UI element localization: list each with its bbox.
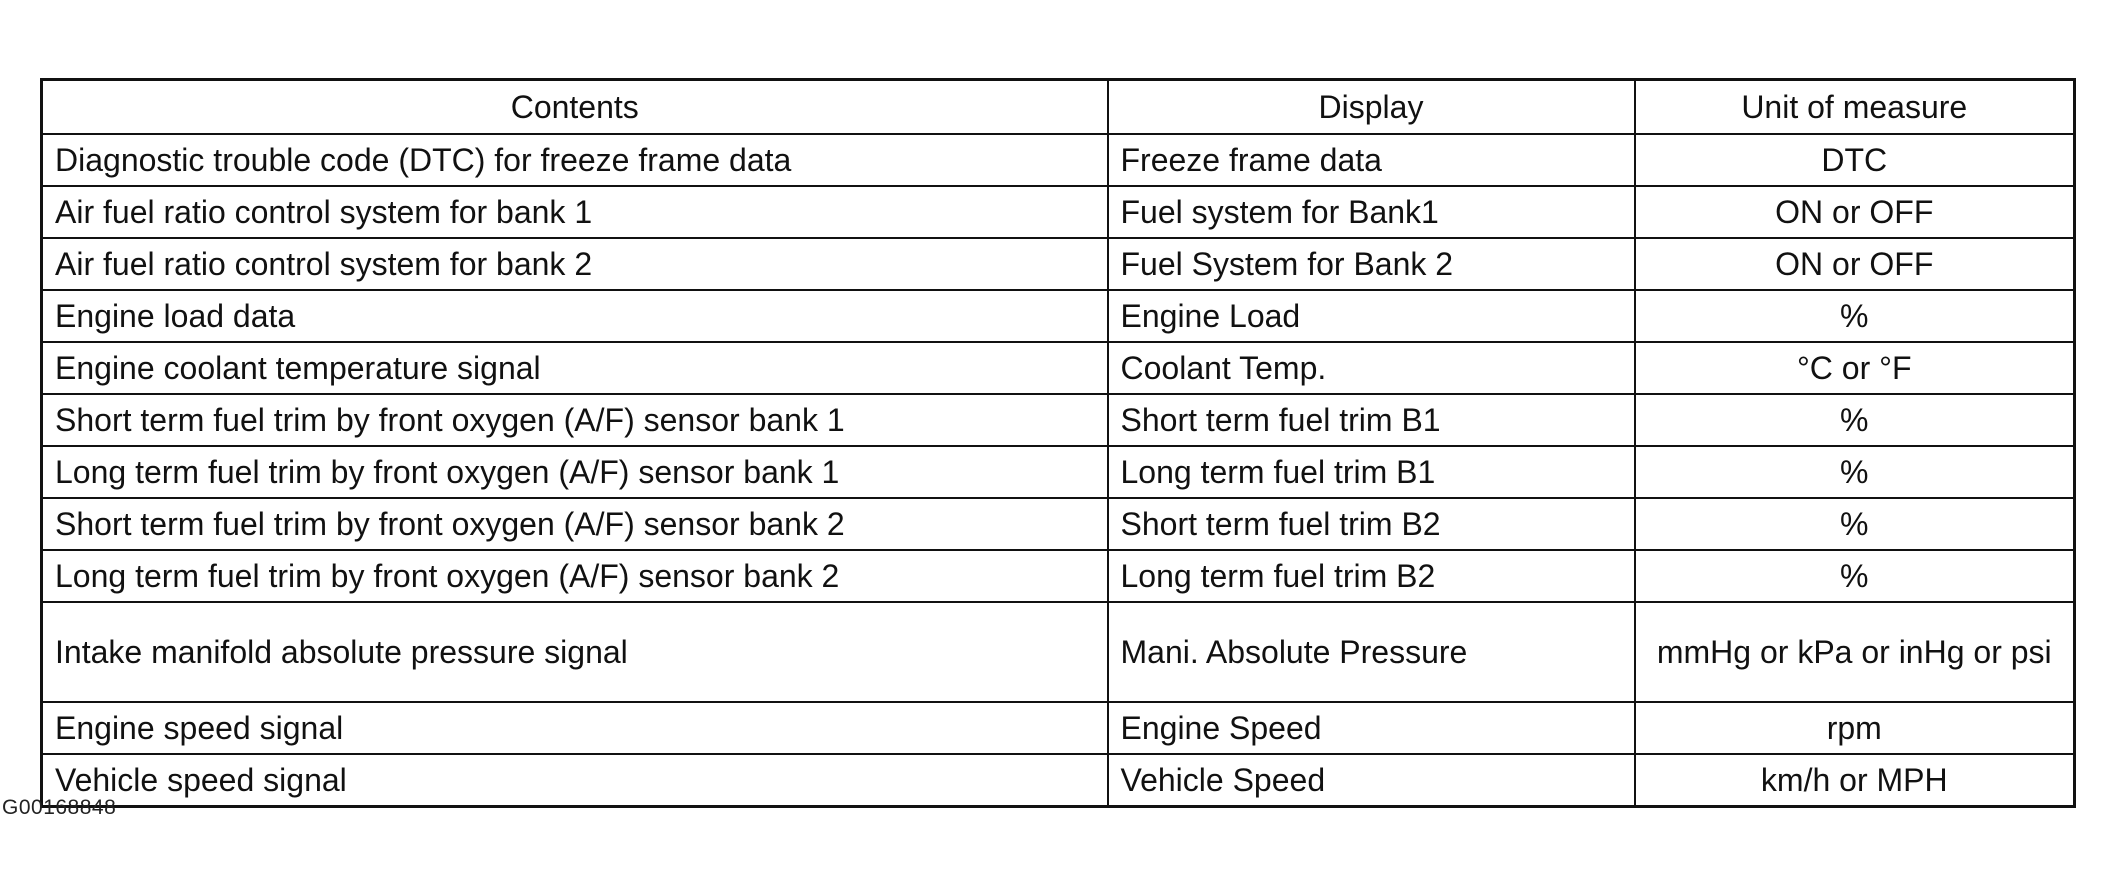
cell-contents: Air fuel ratio control system for bank 1 (42, 186, 1108, 238)
cell-contents: Air fuel ratio control system for bank 2 (42, 238, 1108, 290)
table-row (42, 702, 2075, 754)
freeze-frame-table-container (40, 78, 2073, 808)
cell-contents: Engine speed signal (42, 702, 1108, 754)
table-row (42, 238, 2075, 290)
table-row (42, 290, 2075, 342)
table-row (42, 550, 2075, 602)
cell-contents: Short term fuel trim by front oxygen (A/F) sensor bank 1 (42, 394, 1108, 446)
table-row (42, 186, 2075, 238)
cell-contents: Diagnostic trouble code (DTC) for freeze frame data (42, 134, 1108, 186)
cell-display: Fuel system for Bank1 (1108, 186, 1635, 238)
cell-display: Short term fuel trim B1 (1108, 394, 1635, 446)
cell-unit: mmHg or kPa or inHg or psi (1635, 602, 2075, 702)
cell-unit: DTC (1635, 134, 2075, 186)
cell-display: Fuel System for Bank 2 (1108, 238, 1635, 290)
cell-unit: ON or OFF (1635, 238, 2075, 290)
table-row (42, 446, 2075, 498)
cell-display: Short term fuel trim B2 (1108, 498, 1635, 550)
cell-contents: Engine coolant temperature signal (42, 342, 1108, 394)
cell-display: Long term fuel trim B2 (1108, 550, 1635, 602)
table-row (42, 602, 2075, 702)
cell-contents: Long term fuel trim by front oxygen (A/F) sensor bank 1 (42, 446, 1108, 498)
cell-unit: ON or OFF (1635, 186, 2075, 238)
header-unit-of-measure: Unit of measure (1635, 80, 2075, 135)
figure-id: G00168848 (2, 796, 117, 819)
cell-unit: % (1635, 394, 2075, 446)
cell-display: Vehicle Speed (1108, 754, 1635, 807)
header-contents: Contents (42, 80, 1108, 135)
cell-display: Long term fuel trim B1 (1108, 446, 1635, 498)
cell-display: Freeze frame data (1108, 134, 1635, 186)
cell-contents: Long term fuel trim by front oxygen (A/F) sensor bank 2 (42, 550, 1108, 602)
cell-display: Engine Speed (1108, 702, 1635, 754)
table-row (42, 342, 2075, 394)
header-display: Display (1108, 80, 1635, 135)
cell-display: Engine Load (1108, 290, 1635, 342)
table-row (42, 754, 2075, 807)
cell-unit: % (1635, 446, 2075, 498)
cell-contents: Intake manifold absolute pressure signal (42, 602, 1108, 702)
cell-unit: °C or °F (1635, 342, 2075, 394)
cell-contents: Short term fuel trim by front oxygen (A/F) sensor bank 2 (42, 498, 1108, 550)
cell-unit: km/h or MPH (1635, 754, 2075, 807)
cell-unit: rpm (1635, 702, 2075, 754)
cell-unit: % (1635, 290, 2075, 342)
cell-display: Mani. Absolute Pressure (1108, 602, 1635, 702)
cell-contents: Engine load data (42, 290, 1108, 342)
table-row (42, 394, 2075, 446)
table-row (42, 498, 2075, 550)
cell-display: Coolant Temp. (1108, 342, 1635, 394)
freeze-frame-data-table (40, 78, 2076, 808)
table-row (42, 134, 2075, 186)
cell-unit: % (1635, 550, 2075, 602)
cell-unit: % (1635, 498, 2075, 550)
table-header-row (42, 80, 2075, 135)
cell-contents: Vehicle speed signal (42, 754, 1108, 807)
